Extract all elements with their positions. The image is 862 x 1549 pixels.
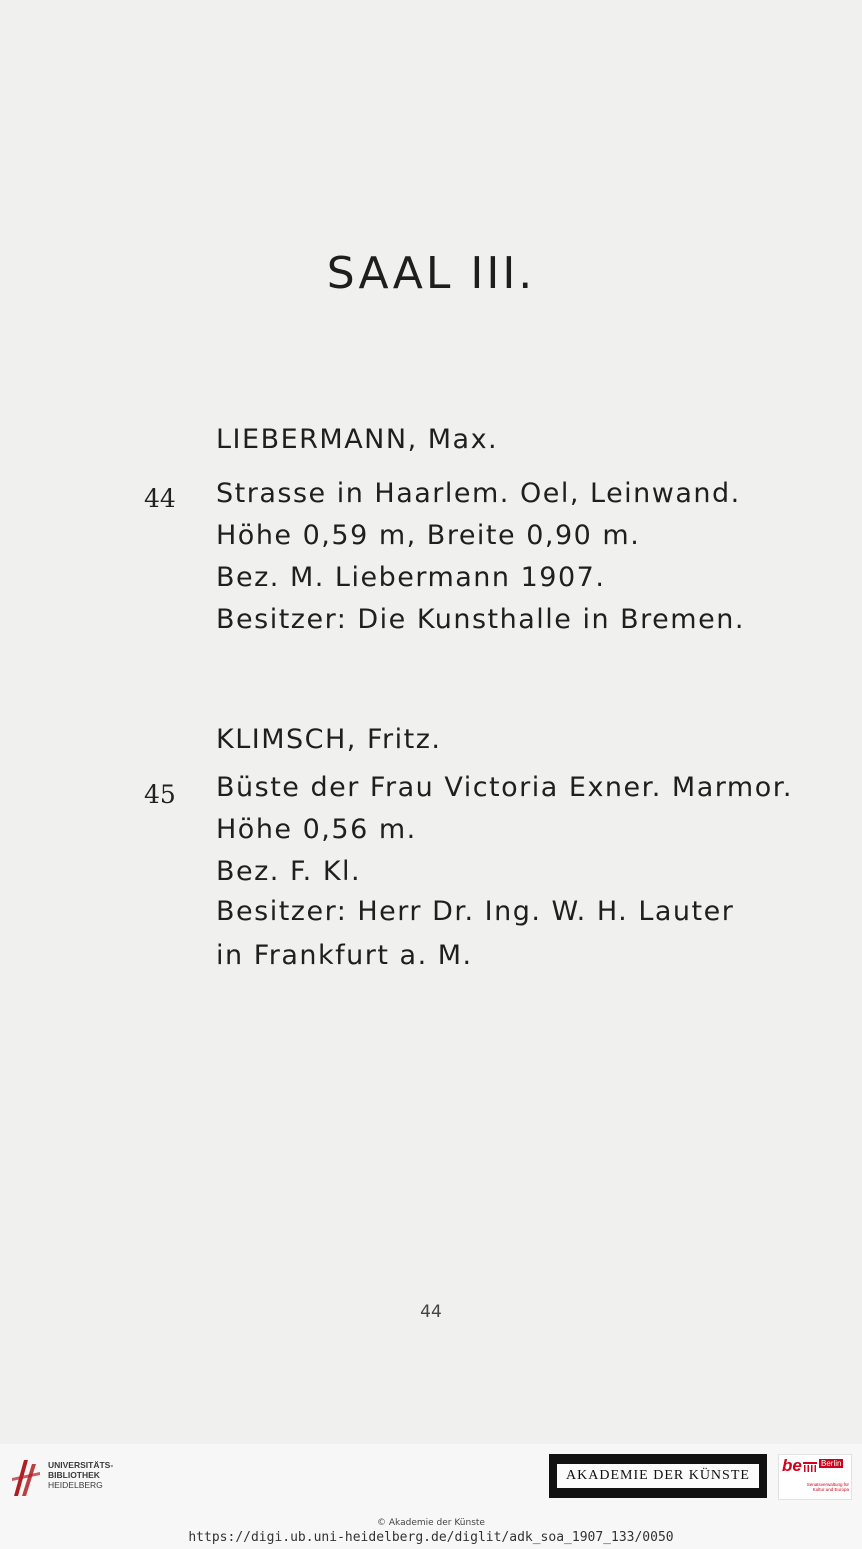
artist-name: KLIMSCH, Fritz. [216,724,442,755]
university-library-logo[interactable] [10,1454,170,1504]
footer-bar [0,1444,862,1549]
copyright-text: © Akademie der Künste [377,1518,485,1528]
entry-line: in Frankfurt a. M. [216,940,473,971]
entry-line: Besitzer: Herr Dr. Ing. W. H. Lauter [216,896,735,927]
berlin-logo[interactable] [778,1454,852,1500]
artist-name: LIEBERMANN, Max. [216,424,499,455]
library-name [48,1460,113,1490]
entry-line: Strasse in Haarlem. Oel, Leinwand. [216,478,741,509]
page-number: 44 [420,1302,442,1322]
library-line: UNIVERSITÄTS- [48,1460,114,1470]
berlin-subtitle: Senatsverwaltung für Kultur und Europa [806,1482,849,1492]
brandenburg-gate-icon [803,1462,817,1472]
entry-line: Besitzer: Die Kunsthalle in Bremen. [216,604,745,635]
akademie-label: AKADEMIE DER KÜNSTE [557,1464,759,1488]
catalog-number: 44 [144,484,176,513]
entry-line: Büste der Frau Victoria Exner. Marmor. [216,772,793,803]
catalog-number: 45 [144,780,176,809]
berlin-be-mark: be [782,1456,802,1475]
library-line: BIBLIOTHEK [48,1470,100,1480]
library-emblem-icon [10,1456,42,1498]
library-line: HEIDELBERG [48,1480,103,1490]
entry-line: Bez. M. Liebermann 1907. [216,562,606,593]
akademie-logo[interactable] [549,1454,767,1498]
entry-line: Höhe 0,59 m, Breite 0,90 m. [216,520,641,551]
berlin-tag: Berlin [821,1459,842,1468]
entry-line: Bez. F. Kl. [216,856,362,887]
source-url-link[interactable]: https://digi.ub.uni-heidelberg.de/diglit/adk_soa_1907_133/0050 [188,1530,674,1545]
page-title: SAAL III. [326,248,536,299]
entry-line: Höhe 0,56 m. [216,814,417,845]
